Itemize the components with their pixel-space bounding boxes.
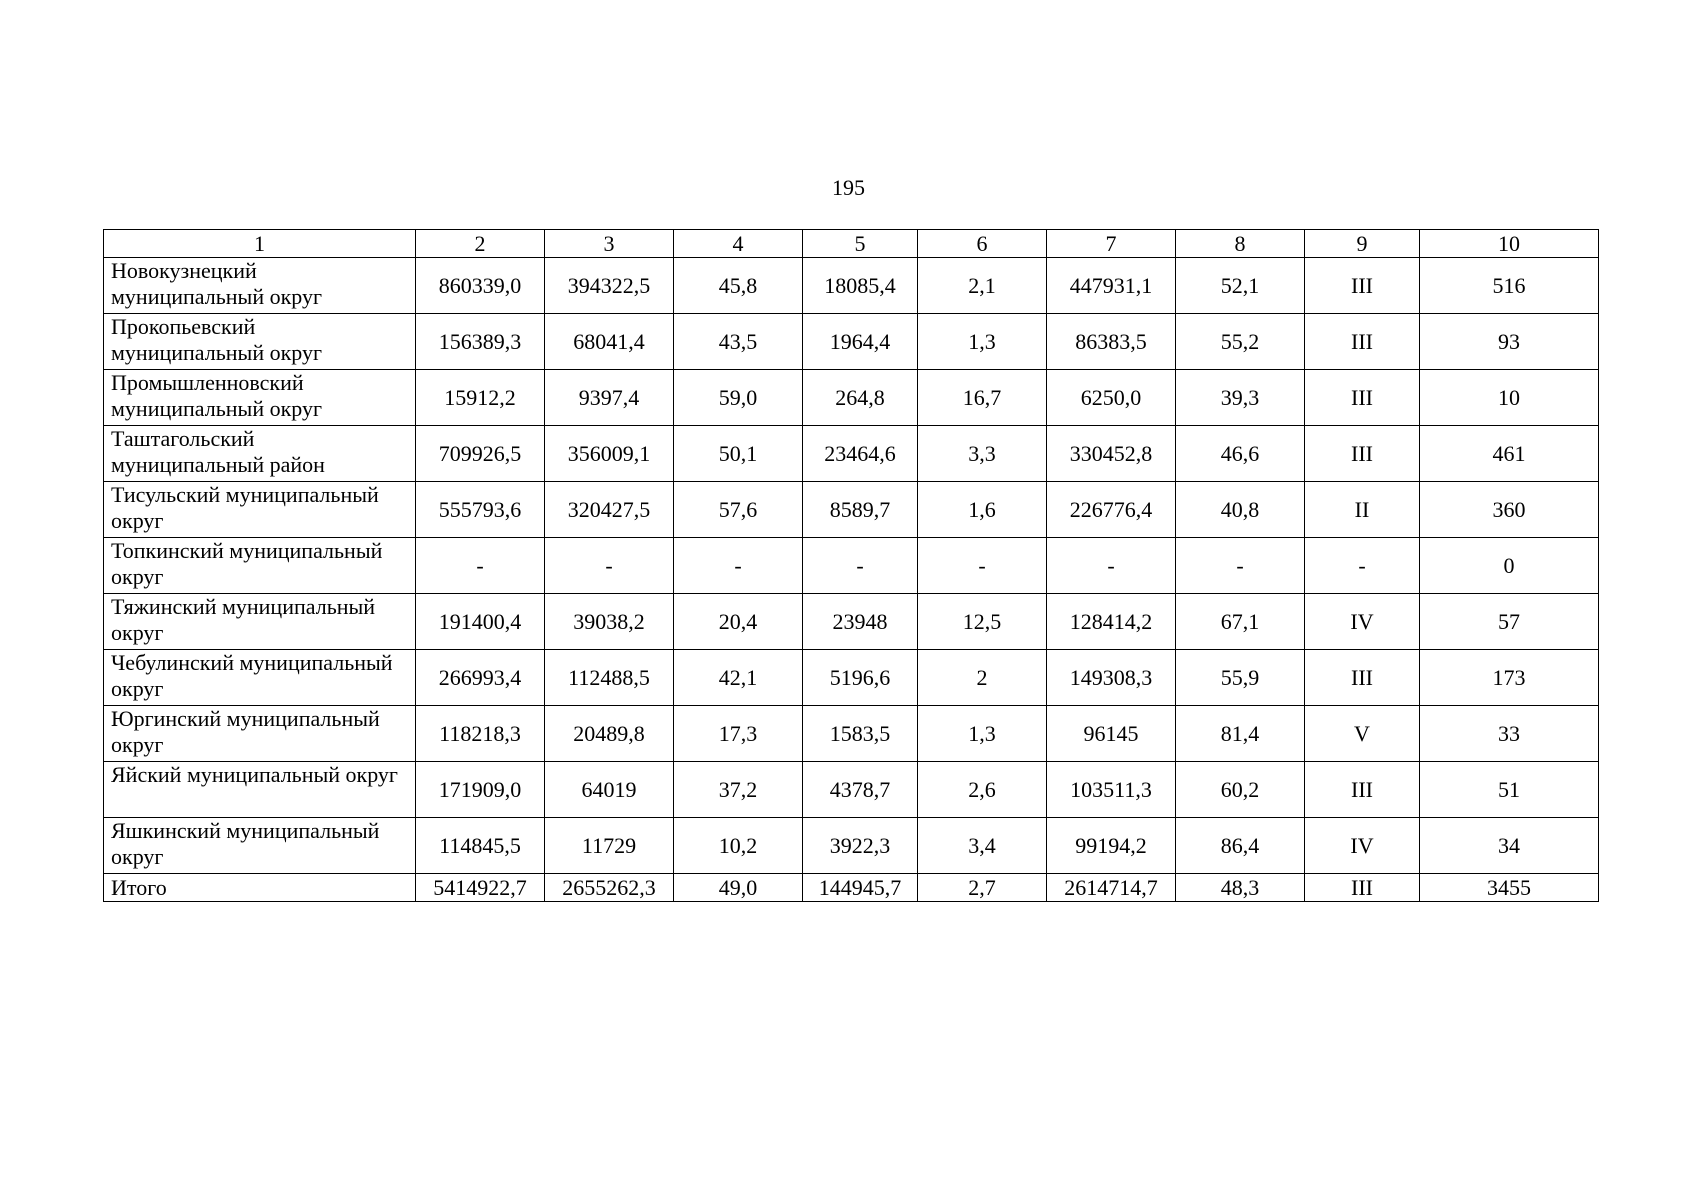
- value-cell-col-3: 64019: [545, 762, 674, 818]
- value-cell-col-8: 48,3: [1176, 874, 1305, 902]
- municipality-name: Чебулинский муниципальный округ: [104, 650, 416, 706]
- header-row: [104, 230, 1599, 258]
- value-cell-col-2: 15912,2: [416, 370, 545, 426]
- value-cell-col-5: 1964,4: [803, 314, 918, 370]
- value-cell-col-7: 96145: [1047, 706, 1176, 762]
- value-cell-col-10: 173: [1420, 650, 1599, 706]
- value-cell-col-6: 1,3: [918, 706, 1047, 762]
- value-cell-col-6: 1,3: [918, 314, 1047, 370]
- value-cell-col-5: 5196,6: [803, 650, 918, 706]
- table-row: [104, 482, 1599, 538]
- value-cell-col-9: III: [1305, 874, 1420, 902]
- municipality-name: Таштагольский муниципальный район: [104, 426, 416, 482]
- value-cell-col-8: 81,4: [1176, 706, 1305, 762]
- header-cell: 6: [918, 230, 1047, 258]
- value-cell-col-2: 5414922,7: [416, 874, 545, 902]
- value-cell-col-6: 2: [918, 650, 1047, 706]
- value-cell-col-7: 149308,3: [1047, 650, 1176, 706]
- header-cell: 4: [674, 230, 803, 258]
- value-cell-col-3: 68041,4: [545, 314, 674, 370]
- value-cell-col-3: 112488,5: [545, 650, 674, 706]
- header-cell: 8: [1176, 230, 1305, 258]
- value-cell-col-9: III: [1305, 258, 1420, 314]
- municipality-name: Новокузнецкий муниципальный округ: [104, 258, 416, 314]
- value-cell-col-10: 93: [1420, 314, 1599, 370]
- value-cell-col-7: -: [1047, 538, 1176, 594]
- value-cell-col-4: 42,1: [674, 650, 803, 706]
- total-row: [104, 874, 1599, 902]
- value-cell-col-4: 20,4: [674, 594, 803, 650]
- value-cell-col-9: IV: [1305, 594, 1420, 650]
- value-cell-col-10: 3455: [1420, 874, 1599, 902]
- value-cell-col-3: 11729: [545, 818, 674, 874]
- value-cell-col-5: 4378,7: [803, 762, 918, 818]
- header-cell: 1: [104, 230, 416, 258]
- value-cell-col-10: 360: [1420, 482, 1599, 538]
- value-cell-col-8: -: [1176, 538, 1305, 594]
- value-cell-col-10: 516: [1420, 258, 1599, 314]
- value-cell-col-2: 171909,0: [416, 762, 545, 818]
- value-cell-col-3: 39038,2: [545, 594, 674, 650]
- value-cell-col-7: 86383,5: [1047, 314, 1176, 370]
- value-cell-col-6: 12,5: [918, 594, 1047, 650]
- value-cell-col-4: 45,8: [674, 258, 803, 314]
- value-cell-col-9: V: [1305, 706, 1420, 762]
- municipality-name: Промышленновский муниципальный округ: [104, 370, 416, 426]
- value-cell-col-4: 49,0: [674, 874, 803, 902]
- value-cell-col-3: 20489,8: [545, 706, 674, 762]
- value-cell-col-4: 10,2: [674, 818, 803, 874]
- value-cell-col-3: 9397,4: [545, 370, 674, 426]
- table-row: [104, 370, 1599, 426]
- value-cell-col-7: 447931,1: [1047, 258, 1176, 314]
- value-cell-col-7: 330452,8: [1047, 426, 1176, 482]
- value-cell-col-6: 1,6: [918, 482, 1047, 538]
- value-cell-col-8: 40,8: [1176, 482, 1305, 538]
- value-cell-col-10: 461: [1420, 426, 1599, 482]
- data-table: [103, 229, 1599, 902]
- value-cell-col-2: 555793,6: [416, 482, 545, 538]
- value-cell-col-7: 6250,0: [1047, 370, 1176, 426]
- value-cell-col-8: 39,3: [1176, 370, 1305, 426]
- value-cell-col-9: III: [1305, 426, 1420, 482]
- value-cell-col-5: 18085,4: [803, 258, 918, 314]
- value-cell-col-8: 86,4: [1176, 818, 1305, 874]
- header-cell: 9: [1305, 230, 1420, 258]
- value-cell-col-5: 3922,3: [803, 818, 918, 874]
- header-cell: 2: [416, 230, 545, 258]
- value-cell-col-4: 37,2: [674, 762, 803, 818]
- value-cell-col-5: 144945,7: [803, 874, 918, 902]
- value-cell-col-9: III: [1305, 370, 1420, 426]
- table-body: [104, 230, 1599, 902]
- value-cell-col-10: 51: [1420, 762, 1599, 818]
- value-cell-col-6: 2,6: [918, 762, 1047, 818]
- value-cell-col-5: 8589,7: [803, 482, 918, 538]
- value-cell-col-3: 2655262,3: [545, 874, 674, 902]
- municipality-name: Итого: [104, 874, 416, 902]
- value-cell-col-5: 23948: [803, 594, 918, 650]
- value-cell-col-4: 43,5: [674, 314, 803, 370]
- municipality-name: Топкинский муниципальный округ: [104, 538, 416, 594]
- value-cell-col-9: III: [1305, 650, 1420, 706]
- value-cell-col-6: 3,4: [918, 818, 1047, 874]
- value-cell-col-8: 60,2: [1176, 762, 1305, 818]
- page-number: 195: [832, 175, 865, 200]
- value-cell-col-9: II: [1305, 482, 1420, 538]
- table-row: [104, 538, 1599, 594]
- municipality-name: Тяжинский муниципальный округ: [104, 594, 416, 650]
- value-cell-col-2: -: [416, 538, 545, 594]
- value-cell-col-8: 55,2: [1176, 314, 1305, 370]
- value-cell-col-5: 1583,5: [803, 706, 918, 762]
- value-cell-col-5: 264,8: [803, 370, 918, 426]
- header-cell: 10: [1420, 230, 1599, 258]
- value-cell-col-2: 114845,5: [416, 818, 545, 874]
- value-cell-col-3: 356009,1: [545, 426, 674, 482]
- value-cell-col-4: 17,3: [674, 706, 803, 762]
- value-cell-col-9: III: [1305, 762, 1420, 818]
- table-row: [104, 706, 1599, 762]
- value-cell-col-10: 57: [1420, 594, 1599, 650]
- value-cell-col-5: -: [803, 538, 918, 594]
- header-cell: 7: [1047, 230, 1176, 258]
- value-cell-col-7: 128414,2: [1047, 594, 1176, 650]
- value-cell-col-6: -: [918, 538, 1047, 594]
- value-cell-col-4: 59,0: [674, 370, 803, 426]
- municipality-name: Юргинский муниципальный округ: [104, 706, 416, 762]
- value-cell-col-4: 57,6: [674, 482, 803, 538]
- municipality-name: Яйский муниципальный округ: [104, 762, 416, 818]
- value-cell-col-7: 103511,3: [1047, 762, 1176, 818]
- municipality-name: Яшкинский муниципальный округ: [104, 818, 416, 874]
- value-cell-col-2: 156389,3: [416, 314, 545, 370]
- municipality-name: Прокопьевский муниципальный округ: [104, 314, 416, 370]
- table-row: [104, 314, 1599, 370]
- value-cell-col-9: -: [1305, 538, 1420, 594]
- value-cell-col-2: 191400,4: [416, 594, 545, 650]
- value-cell-col-2: 860339,0: [416, 258, 545, 314]
- value-cell-col-3: 394322,5: [545, 258, 674, 314]
- table-row: [104, 762, 1599, 818]
- value-cell-col-3: -: [545, 538, 674, 594]
- value-cell-col-4: -: [674, 538, 803, 594]
- value-cell-col-7: 2614714,7: [1047, 874, 1176, 902]
- value-cell-col-6: 2,7: [918, 874, 1047, 902]
- table-row: [104, 426, 1599, 482]
- value-cell-col-8: 52,1: [1176, 258, 1305, 314]
- table-row: [104, 258, 1599, 314]
- value-cell-col-6: 2,1: [918, 258, 1047, 314]
- header-cell: 3: [545, 230, 674, 258]
- value-cell-col-3: 320427,5: [545, 482, 674, 538]
- value-cell-col-8: 67,1: [1176, 594, 1305, 650]
- municipality-name: Тисульский муниципальный округ: [104, 482, 416, 538]
- value-cell-col-10: 0: [1420, 538, 1599, 594]
- table-row: [104, 818, 1599, 874]
- value-cell-col-5: 23464,6: [803, 426, 918, 482]
- value-cell-col-9: IV: [1305, 818, 1420, 874]
- value-cell-col-9: III: [1305, 314, 1420, 370]
- table-row: [104, 650, 1599, 706]
- value-cell-col-7: 226776,4: [1047, 482, 1176, 538]
- value-cell-col-2: 709926,5: [416, 426, 545, 482]
- value-cell-col-2: 118218,3: [416, 706, 545, 762]
- value-cell-col-10: 33: [1420, 706, 1599, 762]
- value-cell-col-10: 34: [1420, 818, 1599, 874]
- value-cell-col-6: 16,7: [918, 370, 1047, 426]
- value-cell-col-8: 46,6: [1176, 426, 1305, 482]
- value-cell-col-6: 3,3: [918, 426, 1047, 482]
- value-cell-col-10: 10: [1420, 370, 1599, 426]
- value-cell-col-7: 99194,2: [1047, 818, 1176, 874]
- value-cell-col-8: 55,9: [1176, 650, 1305, 706]
- header-cell: 5: [803, 230, 918, 258]
- value-cell-col-4: 50,1: [674, 426, 803, 482]
- value-cell-col-2: 266993,4: [416, 650, 545, 706]
- table-row: [104, 594, 1599, 650]
